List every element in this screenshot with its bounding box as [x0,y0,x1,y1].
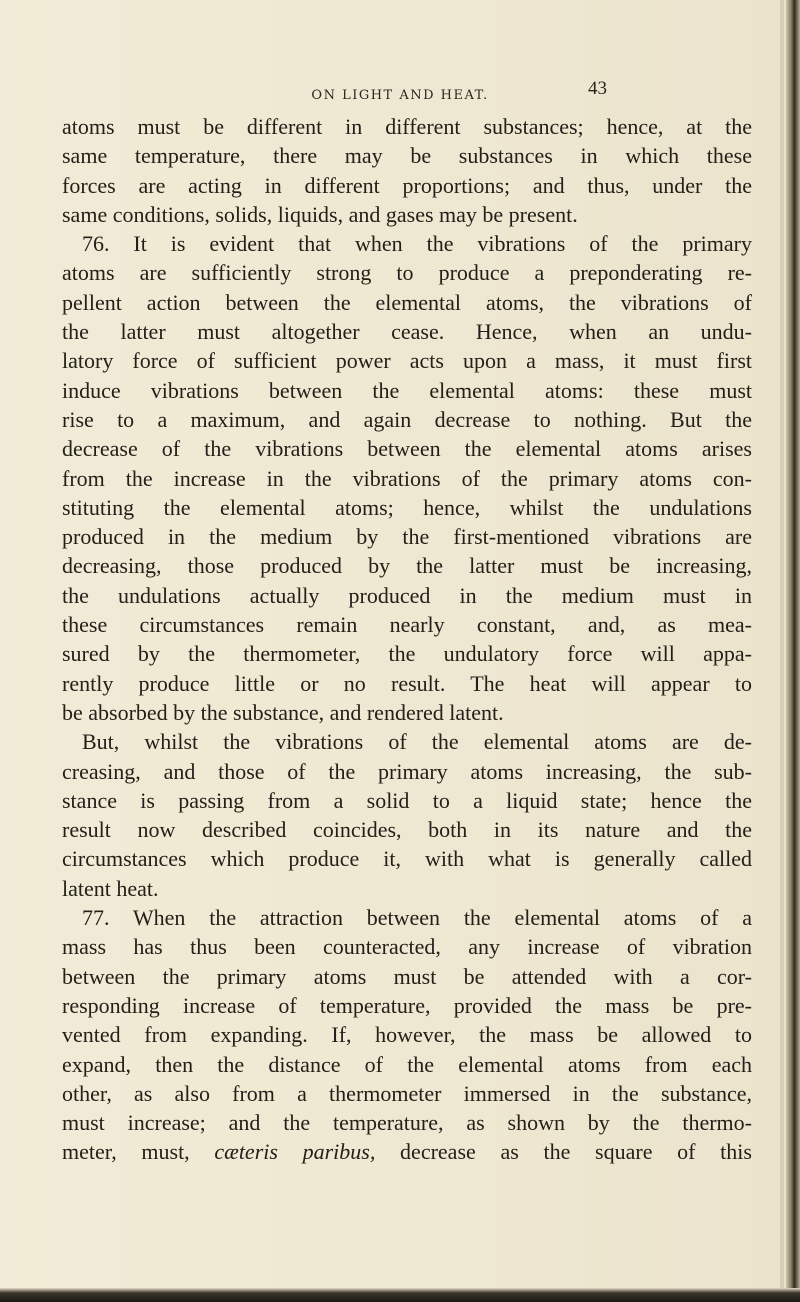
page-edge-right [786,0,800,1302]
text-line: produced in the medium by the first-mentioned vibrations are [62,524,752,550]
paragraph-77-start: 77. When the attraction between the elemental atoms of a [82,905,752,931]
text-line: pellent action between the elemental atoms, the vibrations of [62,289,752,315]
body-text [62,112,752,1167]
final-line-end: decrease as the square of this [375,1139,752,1165]
text-line: result now described coincides, both in its nature and the [62,817,752,843]
text-line: induce vibrations between the elemental atoms: these must [62,377,752,403]
page-number: 43 [588,78,607,99]
text-line: same conditions, solids, liquids, and gases may be present. [62,201,578,227]
text-line: the latter must altogether cease. Hence, when an undu- [62,319,752,345]
text-line: vented from expanding. If, however, the mass be allowed to [62,1022,752,1048]
text-line: must increase; and the temperature, as shown by the thermo- [62,1110,752,1136]
text-line: latory force of sufficient power acts upon a mass, it must first [62,348,752,374]
text-line: be absorbed by the substance, and rendered latent. [62,699,504,725]
text-line: stituting the elemental atoms; hence, whilst the undulations [62,494,752,520]
text-line: expand, then the distance of the elemental atoms from each [62,1051,752,1077]
text-line: stance is passing from a solid to a liquid state; hence the [62,787,752,813]
text-line: atoms are sufficiently strong to produce a preponderating re- [62,260,752,286]
text-line: atoms must be different in different substances; hence, at the [62,114,752,139]
text-line: the undulations actually produced in the medium must in [62,582,752,608]
text-line: other, as also from a thermometer immersed in the substance, [62,1080,752,1106]
paragraph-76-start: 76. It is evident that when the vibrations of the primary [82,231,752,257]
text-line: responding increase of temperature, provided the mass be pre- [62,992,752,1018]
text-line: creasing, and those of the primary atoms increasing, the sub- [62,758,752,784]
text-line: rently produce little or no result. The heat will appear to [62,670,752,696]
text-line: between the primary atoms must be attended with a cor- [62,963,752,989]
text-line: sured by the thermometer, the undulatory force will appa- [62,641,752,667]
paragraph-start: But, whilst the vibrations of the elemental atoms are de- [82,729,752,755]
text-line: forces are acting in different proportions; and thus, under the [62,172,752,198]
page-edge-bottom [0,1288,800,1302]
text-line: rise to a maximum, and again decrease to nothing. But the [62,406,752,432]
text-line: decreasing, those produced by the latter must be increasing, [62,553,752,579]
text-line: these circumstances remain nearly constant, and, as mea- [62,612,752,638]
text-line: circumstances which produce it, with what is generally called [62,846,752,872]
text-line: mass has thus been counteracted, any increase of vibration [62,934,752,960]
final-line-start: meter, must, [62,1139,215,1165]
final-text-line [62,1137,752,1166]
text-line: decrease of the vibrations between the elemental atoms arises [62,436,752,462]
text-line: from the increase in the vibrations of the primary atoms con- [62,465,752,491]
text-line: latent heat. [62,875,159,901]
italic-phrase: cæteris paribus, [214,1139,376,1165]
text-line: same temperature, there may be substances in which these [62,143,752,169]
running-head: ON LIGHT AND HEAT. [311,88,489,103]
